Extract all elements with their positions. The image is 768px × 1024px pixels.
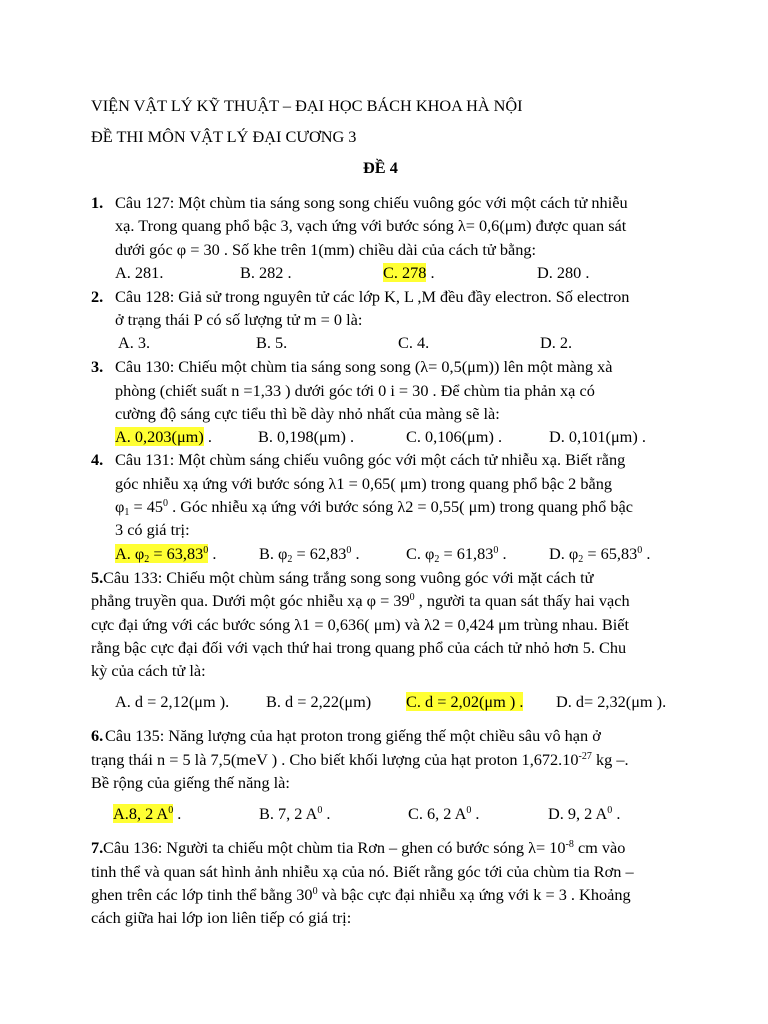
option-b: B. 7, 2 $A^0$ . — [259, 804, 331, 823]
option-c: C. 4. — [398, 333, 430, 352]
exam-title: ĐỀ THI MÔN VẬT LÝ ĐẠI CƯƠNG 3 — [91, 127, 357, 146]
answer-highlight: A. $\varphi_2 = 63,83^0$ — [115, 544, 209, 565]
question-text: xạ. Trong quang phổ bậc 3, vạch ứng với bước sóng λ= 0,6(μm) được quan sát — [115, 216, 627, 235]
question-text: Câu 130: Chiếu một chùm tia sáng song song (λ= 0,5(μm)) lên một màng xà — [115, 357, 613, 376]
question-text: ghen trên các lớp tinh thể bằng $30^0$ và bậc cực đại nhiễu xạ ứng với k = 3 . Khoảng — [91, 885, 631, 904]
question-text: dưới góc φ = 30 . Số khe trên 1(mm) chiều dài của cách tử bằng: — [115, 240, 536, 259]
question-text: phòng (chiết suất n =1,33 ) dưới góc tới 0 i = 30 . Để chùm tia phản xạ có — [115, 381, 595, 400]
question-text: phẳng truyền qua. Dưới một góc nhiễu xạ $\varphi = 39^0$ , người ta quan sát thấy hai vạch — [91, 591, 630, 610]
question-text: Câu 131: Một chùm sáng chiếu vuông góc với một cách tử nhiễu xạ. Biết rằng — [115, 450, 626, 469]
option-d: D. $\varphi_2 = 65,83^0$ . — [549, 544, 651, 565]
option-d: D. d= 2,32(μm ). — [556, 692, 667, 711]
question-number: 1. — [91, 193, 104, 212]
option-d: D. 9, 2 $A^0$ . — [548, 804, 621, 823]
question-text: Câu 127: Một chùm tia sáng song song chiếu vuông góc với một cách tử nhiễu — [115, 193, 628, 212]
question-text: Bề rộng của giếng thế năng là: — [91, 773, 290, 792]
question-number: 2. — [91, 287, 104, 306]
option-a-correct: A.8, 2 $A^0$ . — [113, 804, 182, 823]
option-a: A. d = 2,12(μm ). — [115, 692, 230, 711]
option-a: A. 3. — [118, 333, 151, 352]
question-text: cách giữa hai lớp ion liên tiếp có giá trị: — [91, 908, 352, 927]
option-d: D. 0,101(μm) . — [549, 427, 646, 446]
question-text: 3 có giá trị: — [115, 520, 190, 539]
option-c-correct: C. 278 . — [383, 263, 435, 282]
question-text: rằng bậc cực đại đối với vạch thứ hai trong quang phổ của cách tử nhỏ hơn 5. Chu — [91, 638, 627, 657]
question-number: 5. — [91, 568, 104, 587]
question-text: $\varphi_1 = 45^0$ . Góc nhiễu xạ ứng với bước sóng λ2 = 0,55( μm) trong quang phổ bậc — [115, 497, 633, 518]
question-text: trạng thái n = 5 là 7,5(meV ) . Cho biết khối lượng của hạt proton $1,672.10^{-27}$ kg –. — [91, 750, 629, 769]
question-number: 3. — [91, 357, 104, 376]
option-c: C. $\varphi_2 = 61,83^0$ . — [406, 544, 507, 565]
option-c-correct — [406, 694, 523, 710]
question-number: 7. — [91, 838, 104, 857]
question-text: kỳ của cách tử là: — [91, 661, 206, 680]
option-c: C. 6, 2 $A^0$ . — [408, 804, 480, 823]
option-b: B. 282 . — [240, 263, 292, 282]
question-text: Câu 128: Giả sử trong nguyên tử các lớp K, L ,M đều đầy electron. Số electron — [115, 287, 630, 306]
option-b: B. 5. — [256, 333, 288, 352]
option-b: B. d = 2,22(μm) — [266, 692, 372, 711]
answer-highlight: A. 0,203(μm) — [115, 427, 204, 446]
answer-highlight: A.8, 2 $A^0$ — [113, 804, 174, 823]
question-text: góc nhiễu xạ ứng với bước sóng λ1 = 0,65( μm) trong quang phổ bậc 2 bằng — [115, 474, 613, 493]
option-c: C. 0,106(μm) . — [406, 427, 503, 446]
question-text: tinh thể và quan sát hình ảnh nhiễu xạ của nó. Biết rằng góc tới của chùm tia Rơn – — [91, 862, 634, 881]
option-b: B. 0,198(μm) . — [258, 427, 355, 446]
institute-heading: VIỆN VẬT LÝ KỸ THUẬT – ĐẠI HỌC BÁCH KHOA HÀ NỘI — [91, 96, 523, 115]
option-a: A. 281. — [115, 263, 164, 282]
question-text: Câu 133: Chiếu một chùm sáng trắng song song vuông góc với mặt cách tử — [103, 568, 594, 587]
question-text: Câu 136: Người ta chiếu một chùm tia Rơn – ghen có bước sóng $\lambda= 10^{-8}$ cm vào — [103, 838, 626, 857]
option-a-correct: A. 0,203(μm) . — [115, 427, 212, 446]
question-text: cường độ sáng cực tiểu thì bề dày nhỏ nhất của màng sẽ là: — [115, 404, 500, 423]
answer-highlight: C. d = 2,02(μm ) . — [406, 692, 524, 711]
option-b: B. $\varphi_2 = 62,83^0$ . — [259, 544, 360, 565]
question-text: cực đại ứng với các bước sóng λ1 = 0,636( μm) và λ2 = 0,424 μm trùng nhau. Biết — [91, 615, 629, 634]
question-text: Câu 135: Năng lượng của hạt proton trong giếng thế một chiều sâu vô hạn ở — [105, 726, 601, 745]
answer-highlight: C. 278 — [383, 263, 427, 282]
question-number: 6. — [91, 726, 104, 745]
question-number: 4. — [91, 450, 104, 469]
option-d: D. 280 . — [537, 263, 590, 282]
question-text: ở trạng thái P có số lượng tử m = 0 là: — [115, 310, 363, 329]
option-d: D. 2. — [540, 333, 573, 352]
option-a-correct: A. $\varphi_2 = 63,83^0$ . — [115, 544, 217, 565]
exam-code: ĐỀ 4 — [363, 158, 398, 177]
